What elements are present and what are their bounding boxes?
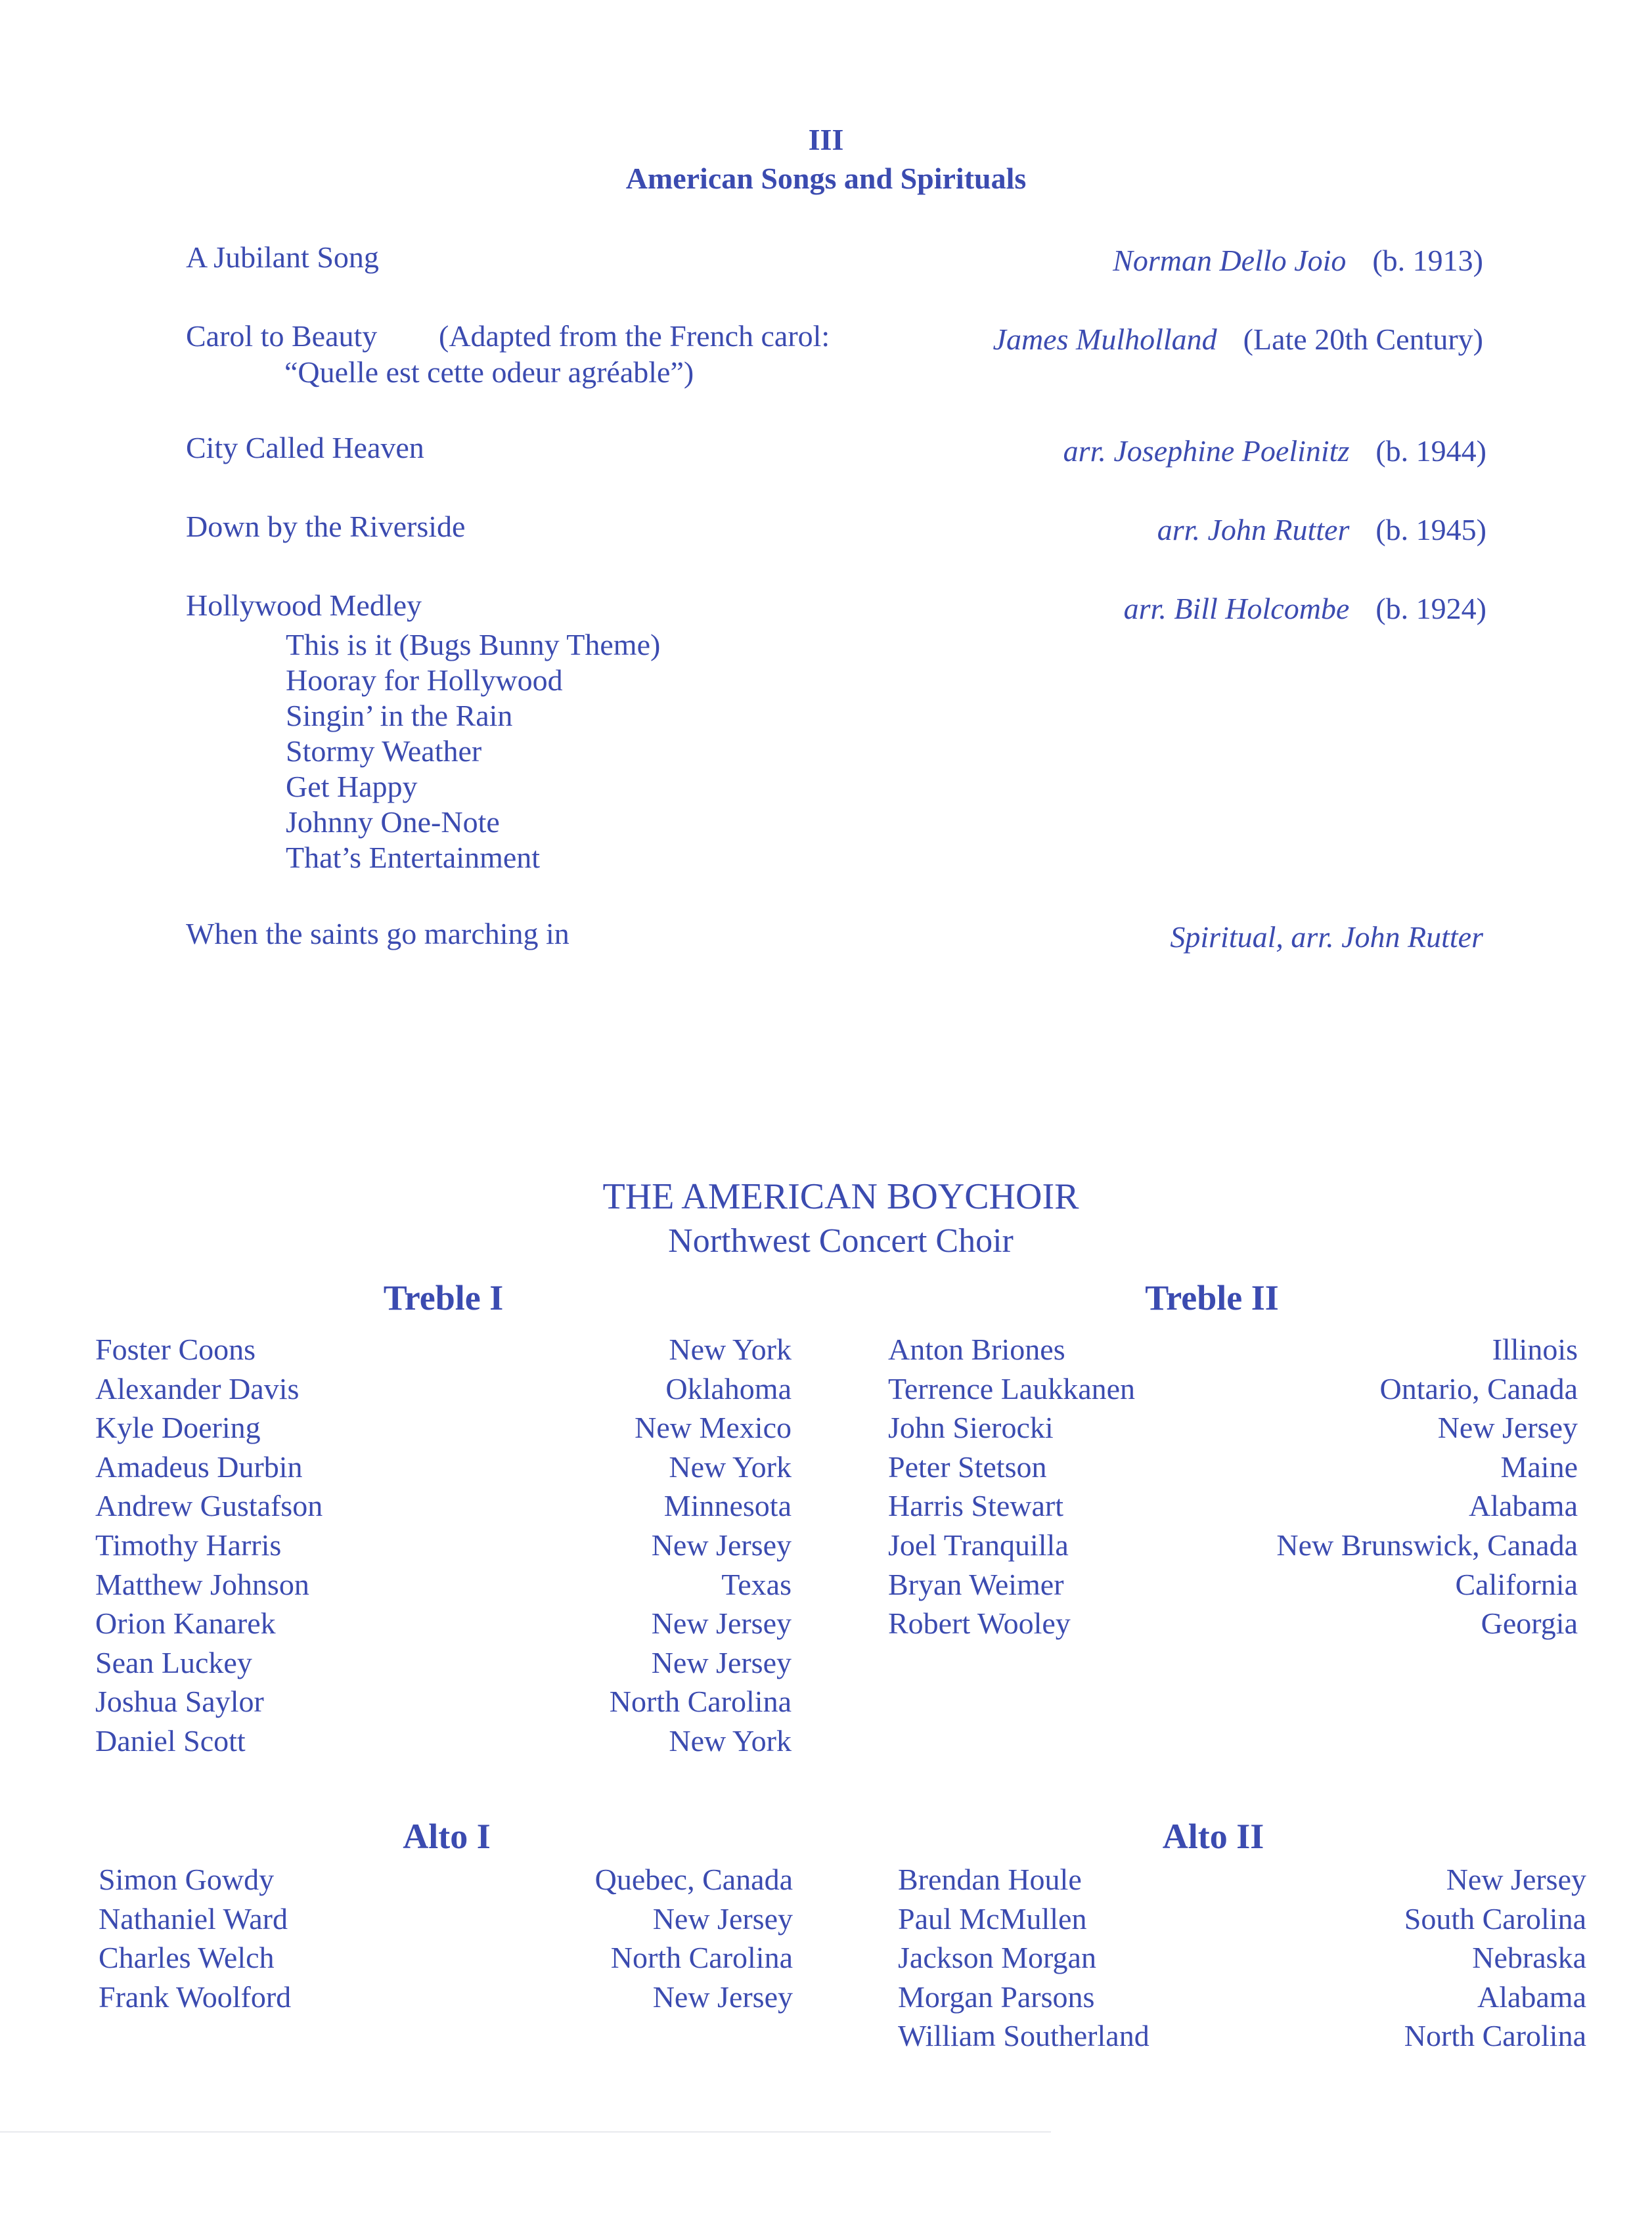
member-state: New Jersey bbox=[1446, 1863, 1586, 1896]
program-item bbox=[186, 916, 1483, 956]
composer-dates: (b. 1944) bbox=[1375, 434, 1486, 468]
roster-alto-1 bbox=[99, 1860, 793, 2016]
roster-row bbox=[898, 1978, 1586, 2017]
member-name: Nathaniel Ward bbox=[99, 1901, 288, 1936]
roster-row bbox=[95, 1643, 792, 1683]
roster-row bbox=[888, 1408, 1578, 1448]
member-name: Peter Stetson bbox=[888, 1450, 1047, 1484]
composer-dates: (Late 20th Century) bbox=[1243, 322, 1483, 356]
member-state: Georgia bbox=[1481, 1606, 1578, 1641]
roster-row bbox=[95, 1604, 792, 1643]
roster-row bbox=[898, 1899, 1586, 1939]
member-name: Daniel Scott bbox=[95, 1723, 246, 1758]
member-name: Charles Welch bbox=[99, 1941, 275, 1975]
roster-row bbox=[99, 1860, 793, 1899]
composer bbox=[993, 322, 1483, 357]
composer bbox=[1124, 591, 1486, 626]
medley-item: Singin’ in the Rain bbox=[286, 699, 513, 732]
roster-alto-2 bbox=[898, 1860, 1586, 2056]
medley-item: This is it (Bugs Bunny Theme) bbox=[286, 628, 661, 661]
roster-row bbox=[99, 1938, 793, 1978]
medley-list bbox=[286, 627, 660, 875]
composer-dates: (b. 1945) bbox=[1375, 513, 1486, 546]
member-state: New Mexico bbox=[635, 1411, 792, 1445]
member-state: New Jersey bbox=[1437, 1411, 1578, 1445]
member-name: Andrew Gustafson bbox=[95, 1489, 323, 1523]
member-name: Alexander Davis bbox=[95, 1371, 300, 1406]
member-state: North Carolina bbox=[609, 1685, 792, 1719]
member-name: Simon Gowdy bbox=[99, 1863, 275, 1896]
composer-name: Spiritual, arr. John Rutter bbox=[1170, 920, 1483, 954]
piece-note: “Quelle est cette odeur agréable”) bbox=[284, 355, 694, 389]
member-state: Minnesota bbox=[663, 1489, 792, 1523]
medley-item: Get Happy bbox=[286, 770, 418, 803]
member-state: Oklahoma bbox=[665, 1371, 792, 1406]
roster-row bbox=[95, 1526, 792, 1565]
roster-row bbox=[888, 1565, 1578, 1605]
member-state: North Carolina bbox=[610, 1941, 793, 1975]
member-name: William Southerland bbox=[898, 2019, 1150, 2053]
member-name: Joshua Saylor bbox=[95, 1685, 264, 1719]
roster-treble-2 bbox=[888, 1330, 1578, 1643]
choir-name: THE AMERICAN BOYCHOIR bbox=[602, 1176, 1079, 1217]
piece-title: Hollywood Medley bbox=[186, 588, 422, 622]
member-name: Paul McMullen bbox=[898, 1901, 1087, 1936]
member-name: Morgan Parsons bbox=[898, 1980, 1095, 2014]
roster-row bbox=[95, 1369, 792, 1409]
program-item bbox=[186, 319, 1483, 397]
roster-row bbox=[888, 1448, 1578, 1487]
member-state: New Jersey bbox=[652, 1901, 793, 1936]
member-state: New York bbox=[669, 1450, 792, 1484]
member-state: Nebraska bbox=[1472, 1941, 1586, 1975]
member-state: Alabama bbox=[1477, 1980, 1586, 2014]
program-item bbox=[186, 430, 1486, 470]
member-state: New Jersey bbox=[652, 1980, 793, 2014]
member-name: Orion Kanarek bbox=[95, 1606, 276, 1641]
member-state: Ontario, Canada bbox=[1379, 1371, 1578, 1406]
member-state: New Brunswick, Canada bbox=[1276, 1528, 1578, 1562]
member-name: Brendan Houle bbox=[898, 1863, 1082, 1896]
composer-name: arr. John Rutter bbox=[1157, 513, 1350, 546]
roster-row bbox=[95, 1565, 792, 1605]
member-state: Texas bbox=[721, 1567, 792, 1601]
composer-name: arr. Bill Holcombe bbox=[1123, 592, 1350, 625]
roster-row bbox=[888, 1369, 1578, 1409]
roster-row bbox=[888, 1604, 1578, 1643]
composer-name: arr. Josephine Poelinitz bbox=[1063, 434, 1350, 468]
section-heading-alto-1: Alto I bbox=[403, 1817, 491, 1856]
member-state: Maine bbox=[1500, 1450, 1578, 1484]
member-state: Alabama bbox=[1468, 1489, 1578, 1523]
member-state: South Carolina bbox=[1404, 1901, 1586, 1936]
section-number: III bbox=[808, 123, 844, 156]
roster-row bbox=[95, 1721, 792, 1761]
roster-row bbox=[898, 2016, 1586, 2056]
member-name: Robert Wooley bbox=[888, 1606, 1071, 1641]
composer bbox=[1113, 243, 1483, 278]
piece-note: (Adapted from the French carol: bbox=[439, 319, 830, 353]
composer-dates: (b. 1913) bbox=[1372, 244, 1483, 277]
roster-row bbox=[888, 1330, 1578, 1369]
roster-row bbox=[95, 1408, 792, 1448]
roster-treble-1 bbox=[95, 1330, 792, 1761]
program-item bbox=[186, 240, 1483, 279]
roster-row bbox=[95, 1486, 792, 1526]
member-name: Anton Briones bbox=[888, 1333, 1065, 1366]
member-state: New York bbox=[669, 1723, 792, 1758]
piece-title: When the saints go marching in bbox=[186, 917, 569, 950]
medley-item: Hooray for Hollywood bbox=[286, 663, 563, 697]
program-item bbox=[186, 588, 1486, 627]
roster-row bbox=[95, 1330, 792, 1369]
member-name: Jackson Morgan bbox=[898, 1941, 1096, 1975]
member-name: Harris Stewart bbox=[888, 1489, 1063, 1523]
composer bbox=[1157, 512, 1486, 547]
member-name: Foster Coons bbox=[95, 1333, 256, 1366]
member-name: Matthew Johnson bbox=[95, 1567, 309, 1601]
composer-dates: (b. 1924) bbox=[1375, 592, 1486, 625]
medley-item: Stormy Weather bbox=[286, 734, 482, 768]
member-name: Timothy Harris bbox=[95, 1528, 282, 1562]
member-state: Quebec, Canada bbox=[594, 1863, 793, 1896]
member-state: New Jersey bbox=[651, 1645, 792, 1679]
section-heading-treble-1: Treble I bbox=[383, 1278, 504, 1317]
composer bbox=[1170, 919, 1483, 954]
member-name: John Sierocki bbox=[888, 1411, 1054, 1445]
choir-subtitle: Northwest Concert Choir bbox=[668, 1222, 1014, 1260]
composer-name: James Mulholland bbox=[993, 322, 1217, 356]
member-name: Amadeus Durbin bbox=[95, 1450, 303, 1484]
member-state: New Jersey bbox=[651, 1528, 792, 1562]
medley-item: Johnny One-Note bbox=[286, 805, 500, 839]
section-title: American Songs and Spirituals bbox=[625, 162, 1027, 195]
roster-row bbox=[95, 1682, 792, 1721]
section-heading-treble-2: Treble II bbox=[1145, 1278, 1279, 1317]
member-state: North Carolina bbox=[1404, 2019, 1586, 2053]
roster-row bbox=[898, 1938, 1586, 1978]
roster-row bbox=[898, 1860, 1586, 1899]
medley-item: That’s Entertainment bbox=[286, 841, 541, 874]
roster-row bbox=[888, 1526, 1578, 1565]
composer-name: Norman Dello Joio bbox=[1113, 244, 1347, 277]
member-state: New York bbox=[669, 1333, 792, 1366]
member-name: Bryan Weimer bbox=[888, 1567, 1064, 1601]
piece-title: Down by the Riverside bbox=[186, 510, 466, 543]
program-item bbox=[186, 509, 1486, 548]
roster-row bbox=[99, 1978, 793, 2017]
member-state: New Jersey bbox=[651, 1606, 792, 1641]
piece-title: A Jubilant Song bbox=[186, 240, 379, 274]
roster-row bbox=[888, 1486, 1578, 1526]
member-state: Illinois bbox=[1492, 1333, 1578, 1366]
roster-row bbox=[99, 1899, 793, 1939]
member-name: Joel Tranquilla bbox=[888, 1528, 1069, 1562]
section-heading-alto-2: Alto II bbox=[1162, 1817, 1264, 1856]
member-name: Terrence Laukkanen bbox=[888, 1371, 1136, 1406]
member-name: Kyle Doering bbox=[95, 1411, 261, 1445]
member-name: Sean Luckey bbox=[95, 1645, 252, 1679]
member-name: Frank Woolford bbox=[99, 1980, 292, 2014]
roster-row bbox=[95, 1448, 792, 1487]
piece-title: City Called Heaven bbox=[186, 431, 424, 464]
piece-title: Carol to Beauty bbox=[186, 319, 378, 353]
composer bbox=[1063, 433, 1486, 468]
scan-edge-divider bbox=[0, 2131, 1051, 2133]
member-state: California bbox=[1455, 1567, 1578, 1601]
